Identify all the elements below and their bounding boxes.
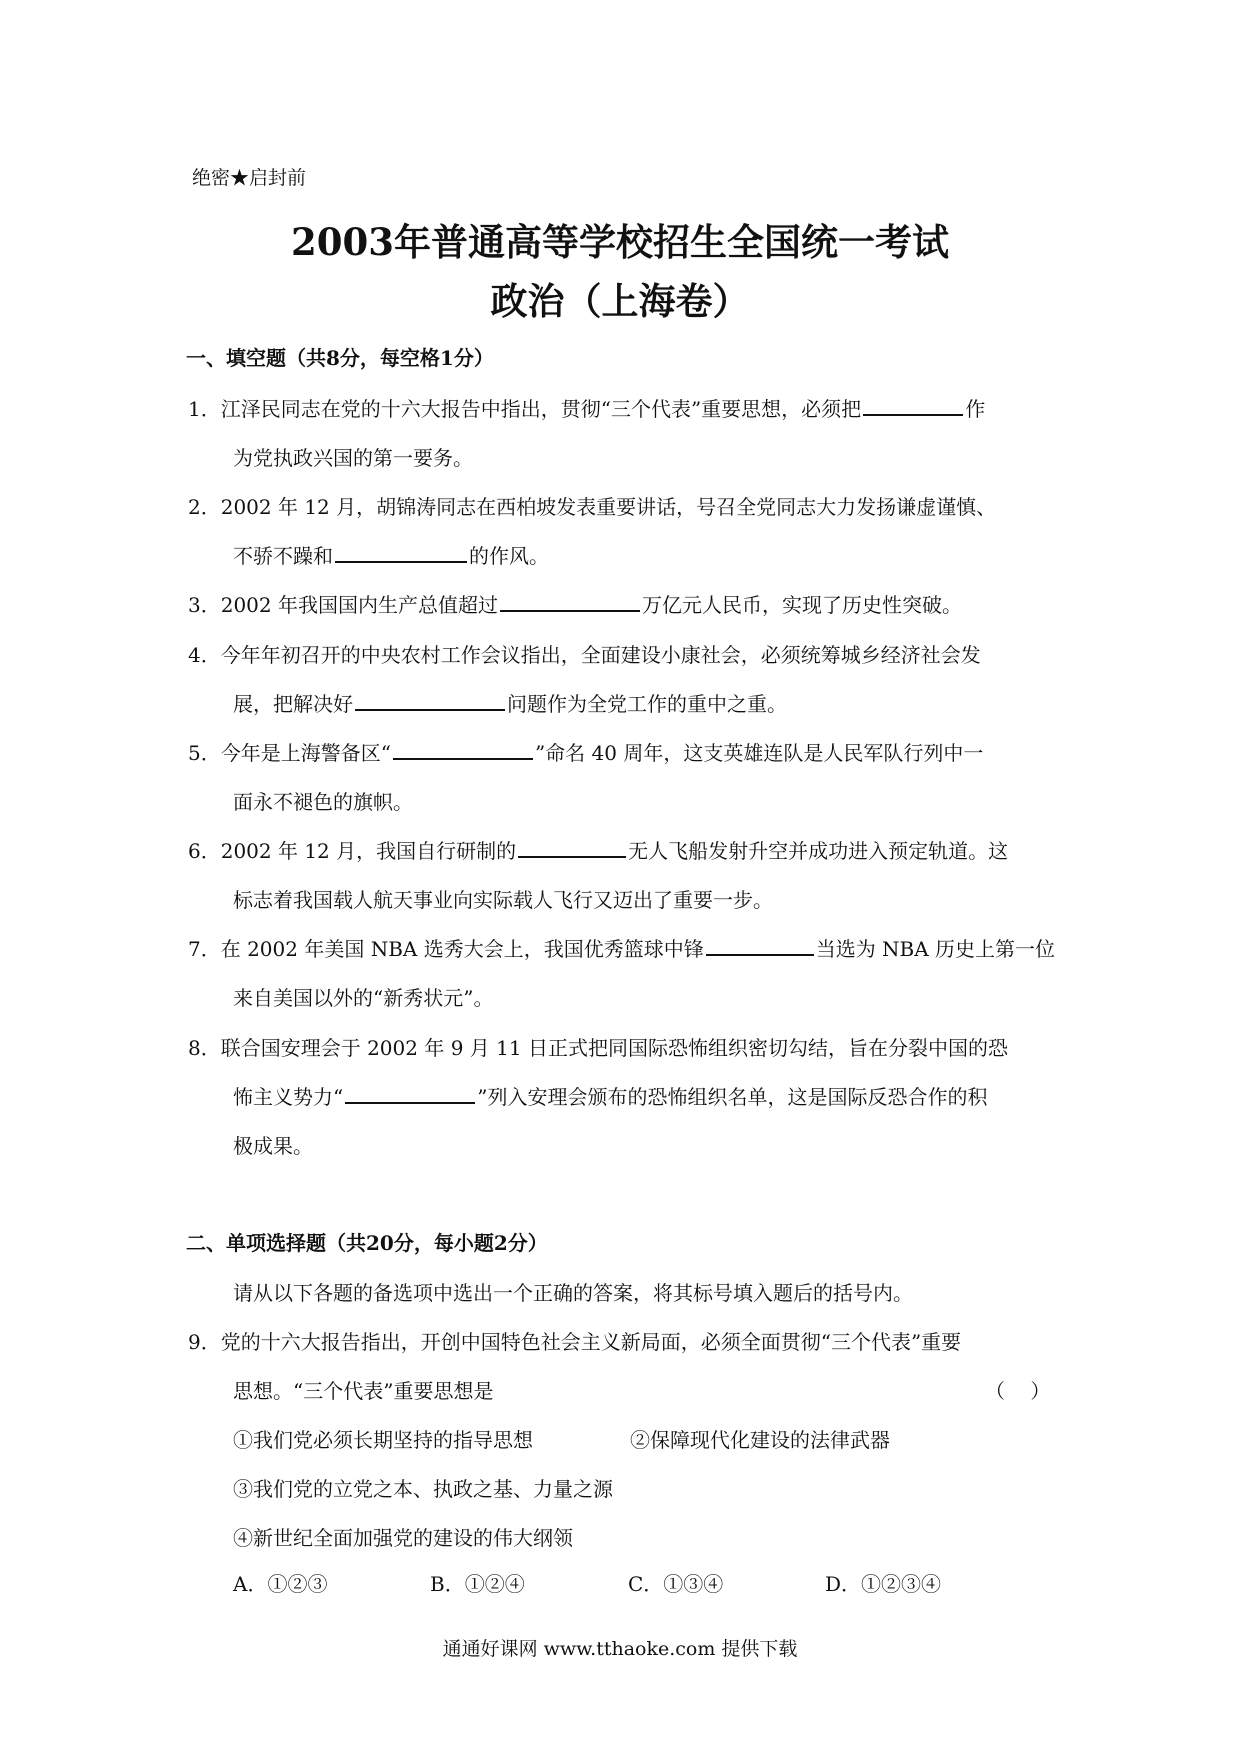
q2-line1: 2．2002 年 12 月，胡锦涛同志在西柏坡发表重要讲话，号召全党同志大力发扬谦虚谨慎、	[188, 495, 997, 519]
q5-blank	[393, 738, 533, 760]
q3-text-end: 万亿元人民币，实现了历史性突破。	[641, 593, 962, 617]
q8-line3: 极成果。	[233, 1134, 313, 1158]
q8-text-end: ”列入安理会颁布的恐怖组织名单，这是国际反恐合作的积	[477, 1085, 988, 1109]
exam-title: 2003年普通高等学校招生全国统一考试	[291, 220, 949, 264]
q9-option-a: A．①②③	[233, 1572, 328, 1596]
section2-instruction: 请从以下各题的备选项中选出一个正确的答案，将其标号填入题后的括号内。	[233, 1281, 913, 1305]
q9-line1: 9．党的十六大报告指出，开创中国特色社会主义新局面，必须全面贯彻“三个代表”重要	[188, 1330, 962, 1354]
q7-line1	[188, 933, 1055, 962]
q9-item4: ④新世纪全面加强党的建设的伟大纲领	[233, 1526, 573, 1550]
q6-text-end: 无人飞船发射升空并成功进入预定轨道。这	[628, 839, 1009, 863]
q1-line1	[188, 393, 985, 422]
q8-blank	[345, 1082, 475, 1104]
q6-text: 6．2002 年 12 月，我国自行研制的	[188, 839, 517, 863]
q7-text-end: 当选为 NBA 历史上第一位	[815, 937, 1056, 961]
q9-option-c: C．①③④	[628, 1572, 724, 1596]
q9-option-d: D．①②③④	[825, 1572, 942, 1596]
q4-line1: 4．今年年初召开的中央农村工作会议指出，全面建设小康社会，必须统筹城乡经济社会发	[188, 643, 981, 667]
q9-item1: ①我们党必须长期坚持的指导思想	[233, 1428, 533, 1452]
q1-text-end: 作	[965, 397, 986, 421]
q4-text: 展，把解决好	[233, 692, 353, 716]
section2-heading: 二、单项选择题（共20分，每小题2分）	[186, 1231, 548, 1255]
q9-option-b: B．①②④	[430, 1572, 525, 1596]
q9-line2: 思想。“三个代表”重要思想是	[233, 1379, 494, 1403]
q4-text-end: 问题作为全党工作的重中之重。	[507, 692, 787, 716]
section1-heading: 一、填空题（共8分，每空格1分）	[186, 346, 494, 370]
q2-blank	[335, 541, 467, 563]
q9-item2: ②保障现代化建设的法律武器	[630, 1428, 890, 1452]
q2-line2	[233, 540, 549, 569]
q6-line2: 标志着我国载人航天事业向实际载人飞行又迈出了重要一步。	[233, 888, 773, 912]
q3-text: 3．2002 年我国国内生产总值超过	[188, 593, 498, 617]
q4-line2	[233, 688, 787, 717]
q1-line2: 为党执政兴国的第一要务。	[233, 446, 473, 470]
q8-line2	[233, 1081, 987, 1110]
q7-line2: 来自美国以外的“新秀状元”。	[233, 986, 494, 1010]
q8-line1: 8．联合国安理会于 2002 年 9 月 11 日正式把同国际恐怖组织密切勾结，旨在分裂中国的恐	[188, 1036, 1008, 1060]
q7-blank	[706, 934, 814, 956]
q2-text: 不骄不躁和	[233, 544, 333, 568]
q5-text: 5．今年是上海警备区“	[188, 741, 391, 765]
q4-blank	[355, 689, 505, 711]
q1-blank	[863, 394, 963, 416]
q2-text-end: 的作风。	[469, 544, 549, 568]
q5-line1	[188, 737, 983, 766]
q9-item3: ③我们党的立党之本、执政之基、力量之源	[233, 1477, 613, 1501]
q6-line1	[188, 835, 1008, 864]
q3-blank	[500, 590, 640, 612]
q8-text: 怖主义势力“	[233, 1085, 344, 1109]
q3-line1	[188, 589, 962, 618]
footer-source: 通通好课网 www.tthaoke.com 提供下载	[442, 1638, 798, 1660]
q1-text: 1．江泽民同志在党的十六大报告中指出，贯彻“三个代表”重要思想，必须把	[188, 397, 862, 421]
exam-subtitle: 政治（上海卷）	[490, 279, 750, 323]
q6-blank	[518, 836, 626, 858]
answer-parentheses: （ ）	[985, 1379, 1051, 1403]
confidential-mark: 绝密★启封前	[192, 167, 307, 189]
q5-line2: 面永不褪色的旗帜。	[233, 790, 413, 814]
q5-text-end: ”命名 40 周年，这支英雄连队是人民军队行列中一	[534, 741, 984, 765]
q7-text: 7．在 2002 年美国 NBA 选秀大会上，我国优秀篮球中锋	[188, 937, 704, 961]
